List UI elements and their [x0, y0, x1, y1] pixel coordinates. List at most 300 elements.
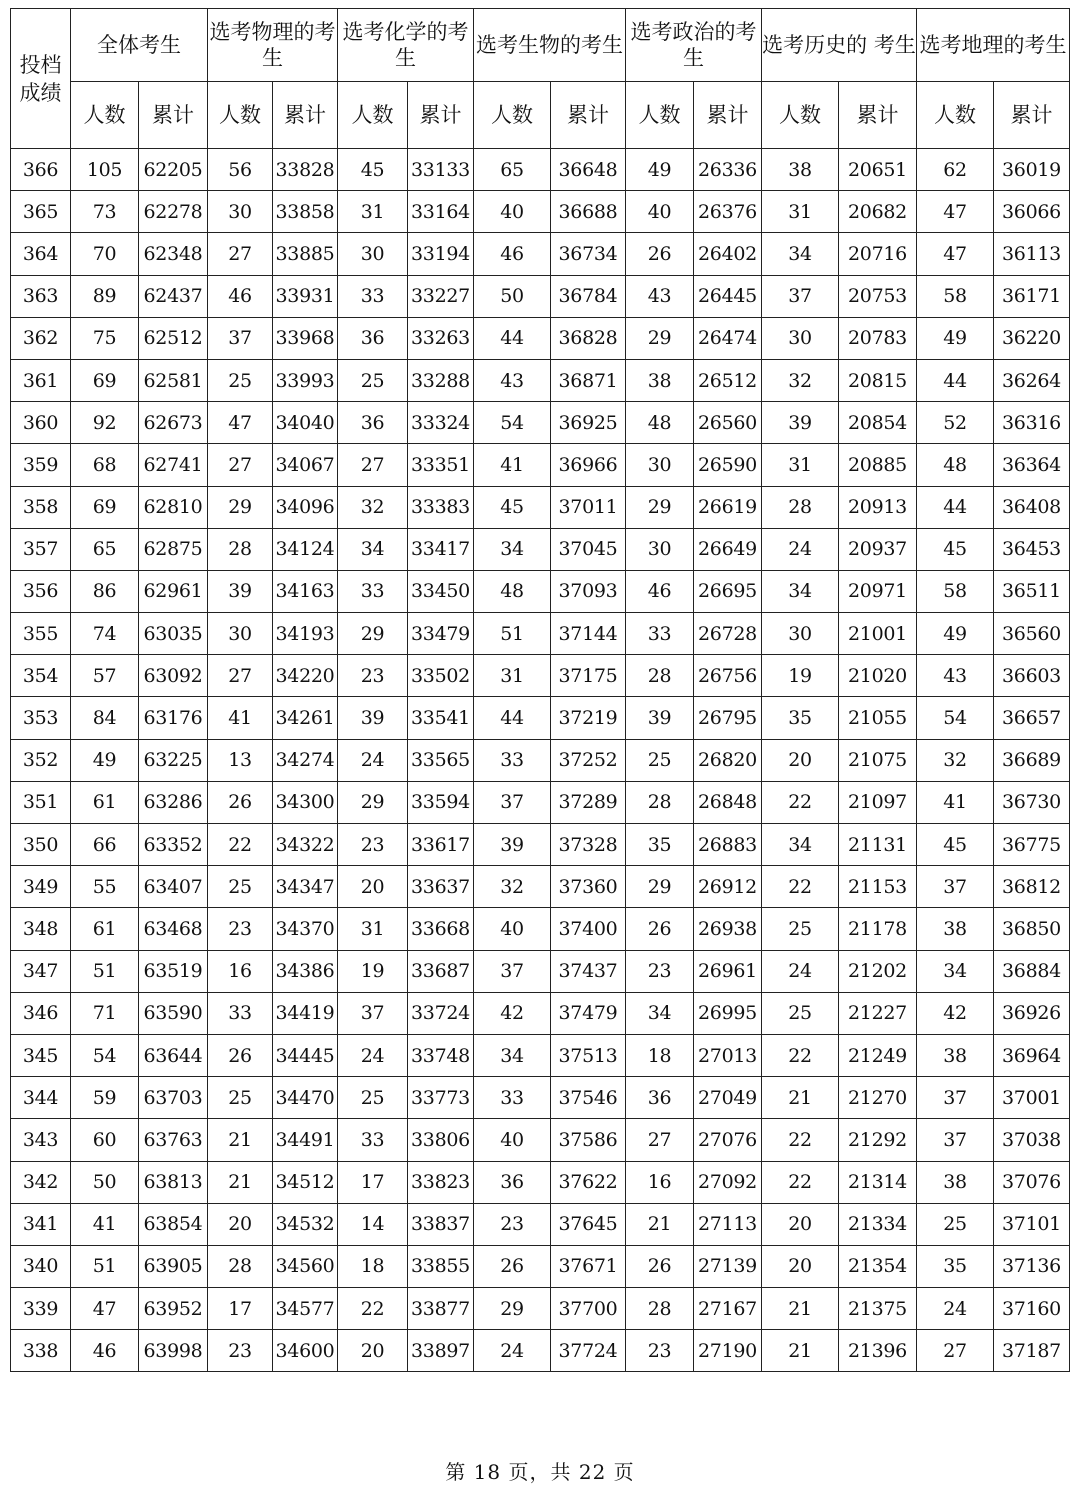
value-cell: 33617	[408, 824, 474, 866]
value-cell: 24	[474, 1330, 551, 1372]
value-cell: 73	[71, 191, 139, 233]
sub-header-politics-cumulative: 累计	[694, 82, 762, 149]
value-cell: 34386	[273, 950, 338, 992]
value-cell: 21075	[839, 739, 917, 781]
value-cell: 62961	[139, 570, 208, 612]
value-cell: 37645	[551, 1203, 626, 1245]
value-cell: 33417	[408, 528, 474, 570]
value-cell: 62437	[139, 275, 208, 317]
value-cell: 33565	[408, 739, 474, 781]
value-cell: 33133	[408, 149, 474, 191]
table-row	[11, 528, 1070, 570]
value-cell: 37360	[551, 866, 626, 908]
value-cell: 37	[762, 275, 839, 317]
value-cell: 34	[338, 528, 408, 570]
score-cell: 340	[11, 1245, 71, 1287]
table-row	[11, 1034, 1070, 1076]
value-cell: 26848	[694, 781, 762, 823]
value-cell: 37622	[551, 1161, 626, 1203]
score-cell: 354	[11, 655, 71, 697]
value-cell: 26	[626, 233, 694, 275]
value-cell: 32	[762, 359, 839, 401]
value-cell: 33687	[408, 950, 474, 992]
value-cell: 43	[917, 655, 994, 697]
value-cell: 21	[208, 1119, 273, 1161]
value-cell: 23	[338, 824, 408, 866]
value-cell: 35	[626, 824, 694, 866]
value-cell: 46	[474, 233, 551, 275]
table-row	[11, 486, 1070, 528]
value-cell: 55	[71, 866, 139, 908]
value-cell: 66	[71, 824, 139, 866]
score-cell: 356	[11, 570, 71, 612]
value-cell: 63590	[139, 992, 208, 1034]
score-cell: 344	[11, 1077, 71, 1119]
sub-header-physics-count: 人数	[208, 82, 273, 149]
score-cell: 346	[11, 992, 71, 1034]
value-cell: 47	[917, 233, 994, 275]
value-cell: 22	[762, 1161, 839, 1203]
score-cell: 339	[11, 1288, 71, 1330]
group-header-geography: 选考地理的考生	[917, 9, 1070, 82]
value-cell: 21153	[839, 866, 917, 908]
value-cell: 31	[762, 191, 839, 233]
value-cell: 36560	[994, 613, 1070, 655]
score-cell: 362	[11, 317, 71, 359]
table-row	[11, 1203, 1070, 1245]
value-cell: 36850	[994, 908, 1070, 950]
value-cell: 29	[338, 781, 408, 823]
value-cell: 37175	[551, 655, 626, 697]
value-cell: 54	[474, 402, 551, 444]
value-cell: 33502	[408, 655, 474, 697]
value-cell: 20971	[839, 570, 917, 612]
value-cell: 26474	[694, 317, 762, 359]
value-cell: 37	[208, 317, 273, 359]
table-row	[11, 1119, 1070, 1161]
value-cell: 65	[474, 149, 551, 191]
value-cell: 21375	[839, 1288, 917, 1330]
value-cell: 62205	[139, 149, 208, 191]
value-cell: 34370	[273, 908, 338, 950]
value-cell: 84	[71, 697, 139, 739]
value-cell: 33	[338, 1119, 408, 1161]
value-cell: 58	[917, 275, 994, 317]
value-cell: 23	[338, 655, 408, 697]
value-cell: 34220	[273, 655, 338, 697]
value-cell: 52	[917, 402, 994, 444]
value-cell: 74	[71, 613, 139, 655]
table-header	[11, 9, 1070, 149]
value-cell: 34	[474, 528, 551, 570]
value-cell: 30	[208, 191, 273, 233]
value-cell: 27	[208, 233, 273, 275]
sub-header-all-cumulative: 累计	[139, 82, 208, 149]
value-cell: 20	[208, 1203, 273, 1245]
value-cell: 58	[917, 570, 994, 612]
value-cell: 37101	[994, 1203, 1070, 1245]
value-cell: 63905	[139, 1245, 208, 1287]
value-cell: 25	[338, 359, 408, 401]
value-cell: 62348	[139, 233, 208, 275]
score-cell: 347	[11, 950, 71, 992]
value-cell: 34261	[273, 697, 338, 739]
sub-header-politics-count: 人数	[626, 82, 694, 149]
value-cell: 33594	[408, 781, 474, 823]
value-cell: 21292	[839, 1119, 917, 1161]
value-cell: 33450	[408, 570, 474, 612]
value-cell: 31	[474, 655, 551, 697]
value-cell: 33194	[408, 233, 474, 275]
value-cell: 26728	[694, 613, 762, 655]
value-cell: 34300	[273, 781, 338, 823]
value-cell: 34600	[273, 1330, 338, 1372]
value-cell: 43	[626, 275, 694, 317]
value-cell: 45	[917, 528, 994, 570]
sub-header-all-count: 人数	[71, 82, 139, 149]
value-cell: 23	[626, 1330, 694, 1372]
value-cell: 36966	[551, 444, 626, 486]
value-cell: 26938	[694, 908, 762, 950]
table-row	[11, 866, 1070, 908]
value-cell: 63352	[139, 824, 208, 866]
value-cell: 34512	[273, 1161, 338, 1203]
value-cell: 54	[917, 697, 994, 739]
value-cell: 36689	[994, 739, 1070, 781]
value-cell: 49	[71, 739, 139, 781]
table-row	[11, 444, 1070, 486]
value-cell: 33479	[408, 613, 474, 655]
score-cell: 355	[11, 613, 71, 655]
value-cell: 41	[208, 697, 273, 739]
value-cell: 37045	[551, 528, 626, 570]
value-cell: 37038	[994, 1119, 1070, 1161]
score-cell: 349	[11, 866, 71, 908]
value-cell: 36	[474, 1161, 551, 1203]
sub-header-geography-cumulative: 累计	[994, 82, 1070, 149]
value-cell: 37076	[994, 1161, 1070, 1203]
value-cell: 28	[626, 781, 694, 823]
value-cell: 37187	[994, 1330, 1070, 1372]
table-row	[11, 655, 1070, 697]
value-cell: 36511	[994, 570, 1070, 612]
value-cell: 33855	[408, 1245, 474, 1287]
value-cell: 20854	[839, 402, 917, 444]
value-cell: 38	[917, 1034, 994, 1076]
value-cell: 68	[71, 444, 139, 486]
value-cell: 23	[474, 1203, 551, 1245]
value-cell: 38	[626, 359, 694, 401]
value-cell: 36	[626, 1077, 694, 1119]
value-cell: 37011	[551, 486, 626, 528]
value-cell: 40	[474, 908, 551, 950]
value-cell: 45	[474, 486, 551, 528]
value-cell: 36884	[994, 950, 1070, 992]
value-cell: 30	[626, 444, 694, 486]
value-cell: 62810	[139, 486, 208, 528]
value-cell: 26995	[694, 992, 762, 1034]
group-header-chemistry: 选考化学的考生	[338, 9, 474, 82]
value-cell: 21	[626, 1203, 694, 1245]
value-cell: 33288	[408, 359, 474, 401]
value-cell: 37093	[551, 570, 626, 612]
value-cell: 37136	[994, 1245, 1070, 1287]
value-cell: 48	[474, 570, 551, 612]
value-cell: 45	[917, 824, 994, 866]
value-cell: 63644	[139, 1034, 208, 1076]
value-cell: 47	[208, 402, 273, 444]
value-cell: 21020	[839, 655, 917, 697]
value-cell: 62875	[139, 528, 208, 570]
score-cell: 363	[11, 275, 71, 317]
value-cell: 20815	[839, 359, 917, 401]
score-cell: 343	[11, 1119, 71, 1161]
value-cell: 28	[208, 528, 273, 570]
value-cell: 34040	[273, 402, 338, 444]
value-cell: 21270	[839, 1077, 917, 1119]
table-row	[11, 275, 1070, 317]
value-cell: 62581	[139, 359, 208, 401]
value-cell: 31	[338, 191, 408, 233]
value-cell: 37160	[994, 1288, 1070, 1330]
score-distribution-table	[10, 8, 1070, 1372]
value-cell: 27	[338, 444, 408, 486]
value-cell: 70	[71, 233, 139, 275]
score-cell: 361	[11, 359, 71, 401]
value-cell: 33885	[273, 233, 338, 275]
value-cell: 47	[71, 1288, 139, 1330]
value-cell: 27139	[694, 1245, 762, 1287]
value-cell: 26756	[694, 655, 762, 697]
value-cell: 63952	[139, 1288, 208, 1330]
value-cell: 69	[71, 359, 139, 401]
value-cell: 33383	[408, 486, 474, 528]
value-cell: 60	[71, 1119, 139, 1161]
value-cell: 36828	[551, 317, 626, 359]
value-cell: 23	[208, 908, 273, 950]
score-cell: 357	[11, 528, 71, 570]
value-cell: 44	[917, 486, 994, 528]
value-cell: 27	[626, 1119, 694, 1161]
value-cell: 30	[208, 613, 273, 655]
value-cell: 33	[338, 275, 408, 317]
value-cell: 61	[71, 781, 139, 823]
value-cell: 20	[338, 866, 408, 908]
value-cell: 22	[762, 781, 839, 823]
value-cell: 63468	[139, 908, 208, 950]
value-cell: 92	[71, 402, 139, 444]
value-cell: 36408	[994, 486, 1070, 528]
value-cell: 21354	[839, 1245, 917, 1287]
table-body	[11, 149, 1070, 1372]
value-cell: 26512	[694, 359, 762, 401]
value-cell: 33263	[408, 317, 474, 359]
value-cell: 26336	[694, 149, 762, 191]
value-cell: 27190	[694, 1330, 762, 1372]
value-cell: 39	[208, 570, 273, 612]
value-cell: 20	[762, 739, 839, 781]
sub-header-chemistry-cumulative: 累计	[408, 82, 474, 149]
value-cell: 37724	[551, 1330, 626, 1372]
value-cell: 40	[626, 191, 694, 233]
value-cell: 62741	[139, 444, 208, 486]
value-cell: 36220	[994, 317, 1070, 359]
value-cell: 33351	[408, 444, 474, 486]
value-cell: 62512	[139, 317, 208, 359]
value-cell: 36730	[994, 781, 1070, 823]
score-cell: 345	[11, 1034, 71, 1076]
value-cell: 21249	[839, 1034, 917, 1076]
value-cell: 25	[338, 1077, 408, 1119]
value-cell: 37	[917, 1119, 994, 1161]
table-row	[11, 950, 1070, 992]
value-cell: 40	[474, 1119, 551, 1161]
score-cell: 360	[11, 402, 71, 444]
value-cell: 37289	[551, 781, 626, 823]
value-cell: 21131	[839, 824, 917, 866]
value-cell: 65	[71, 528, 139, 570]
value-cell: 43	[474, 359, 551, 401]
value-cell: 30	[338, 233, 408, 275]
value-cell: 27076	[694, 1119, 762, 1161]
value-cell: 31	[338, 908, 408, 950]
value-cell: 27049	[694, 1077, 762, 1119]
value-cell: 37586	[551, 1119, 626, 1161]
value-cell: 63813	[139, 1161, 208, 1203]
value-cell: 37	[474, 781, 551, 823]
value-cell: 27	[208, 655, 273, 697]
value-cell: 35	[762, 697, 839, 739]
value-cell: 86	[71, 570, 139, 612]
value-cell: 26795	[694, 697, 762, 739]
score-cell: 352	[11, 739, 71, 781]
value-cell: 37400	[551, 908, 626, 950]
value-cell: 28	[762, 486, 839, 528]
value-cell: 28	[626, 655, 694, 697]
value-cell: 33931	[273, 275, 338, 317]
value-cell: 22	[762, 866, 839, 908]
value-cell: 33968	[273, 317, 338, 359]
value-cell: 62	[917, 149, 994, 191]
sub-header-row	[11, 82, 1070, 149]
value-cell: 33	[474, 739, 551, 781]
value-cell: 24	[338, 1034, 408, 1076]
value-cell: 33541	[408, 697, 474, 739]
table-row	[11, 233, 1070, 275]
value-cell: 41	[71, 1203, 139, 1245]
value-cell: 38	[917, 908, 994, 950]
value-cell: 37513	[551, 1034, 626, 1076]
value-cell: 36453	[994, 528, 1070, 570]
value-cell: 26619	[694, 486, 762, 528]
value-cell: 33748	[408, 1034, 474, 1076]
value-cell: 27013	[694, 1034, 762, 1076]
value-cell: 33897	[408, 1330, 474, 1372]
value-cell: 26912	[694, 866, 762, 908]
value-cell: 34	[762, 824, 839, 866]
table-row	[11, 149, 1070, 191]
value-cell: 38	[917, 1161, 994, 1203]
value-cell: 34322	[273, 824, 338, 866]
value-cell: 29	[626, 486, 694, 528]
value-cell: 37437	[551, 950, 626, 992]
table-row	[11, 1330, 1070, 1372]
value-cell: 36657	[994, 697, 1070, 739]
table-row	[11, 697, 1070, 739]
value-cell: 39	[762, 402, 839, 444]
value-cell: 33227	[408, 275, 474, 317]
value-cell: 37546	[551, 1077, 626, 1119]
value-cell: 25	[208, 1077, 273, 1119]
value-cell: 26	[208, 781, 273, 823]
score-cell: 353	[11, 697, 71, 739]
value-cell: 35	[917, 1245, 994, 1287]
value-cell: 33993	[273, 359, 338, 401]
value-cell: 20682	[839, 191, 917, 233]
value-cell: 23	[208, 1330, 273, 1372]
value-cell: 24	[338, 739, 408, 781]
score-cell: 348	[11, 908, 71, 950]
value-cell: 21055	[839, 697, 917, 739]
value-cell: 14	[338, 1203, 408, 1245]
value-cell: 63519	[139, 950, 208, 992]
value-cell: 63092	[139, 655, 208, 697]
value-cell: 63763	[139, 1119, 208, 1161]
value-cell: 16	[626, 1161, 694, 1203]
table-row	[11, 1245, 1070, 1287]
table-row	[11, 908, 1070, 950]
table-row	[11, 1161, 1070, 1203]
score-cell: 342	[11, 1161, 71, 1203]
value-cell: 21178	[839, 908, 917, 950]
value-cell: 49	[917, 613, 994, 655]
value-cell: 22	[338, 1288, 408, 1330]
value-cell: 33	[338, 570, 408, 612]
value-cell: 34577	[273, 1288, 338, 1330]
group-header-all: 全体考生	[71, 9, 208, 82]
value-cell: 37479	[551, 992, 626, 1034]
value-cell: 25	[762, 992, 839, 1034]
value-cell: 63225	[139, 739, 208, 781]
value-cell: 37	[474, 950, 551, 992]
value-cell: 26402	[694, 233, 762, 275]
value-cell: 39	[626, 697, 694, 739]
value-cell: 37219	[551, 697, 626, 739]
value-cell: 36871	[551, 359, 626, 401]
value-cell: 18	[626, 1034, 694, 1076]
value-cell: 40	[474, 191, 551, 233]
sub-header-geography-count: 人数	[917, 82, 994, 149]
value-cell: 44	[474, 317, 551, 359]
value-cell: 37252	[551, 739, 626, 781]
table-row	[11, 402, 1070, 444]
value-cell: 36775	[994, 824, 1070, 866]
value-cell: 34	[626, 992, 694, 1034]
value-cell: 21227	[839, 992, 917, 1034]
value-cell: 20753	[839, 275, 917, 317]
score-cell: 364	[11, 233, 71, 275]
value-cell: 29	[626, 317, 694, 359]
value-cell: 31	[762, 444, 839, 486]
value-cell: 33823	[408, 1161, 474, 1203]
table-row	[11, 824, 1070, 866]
value-cell: 34	[474, 1034, 551, 1076]
value-cell: 25	[762, 908, 839, 950]
value-cell: 41	[917, 781, 994, 823]
value-cell: 33	[474, 1077, 551, 1119]
value-cell: 34	[762, 570, 839, 612]
value-cell: 46	[626, 570, 694, 612]
